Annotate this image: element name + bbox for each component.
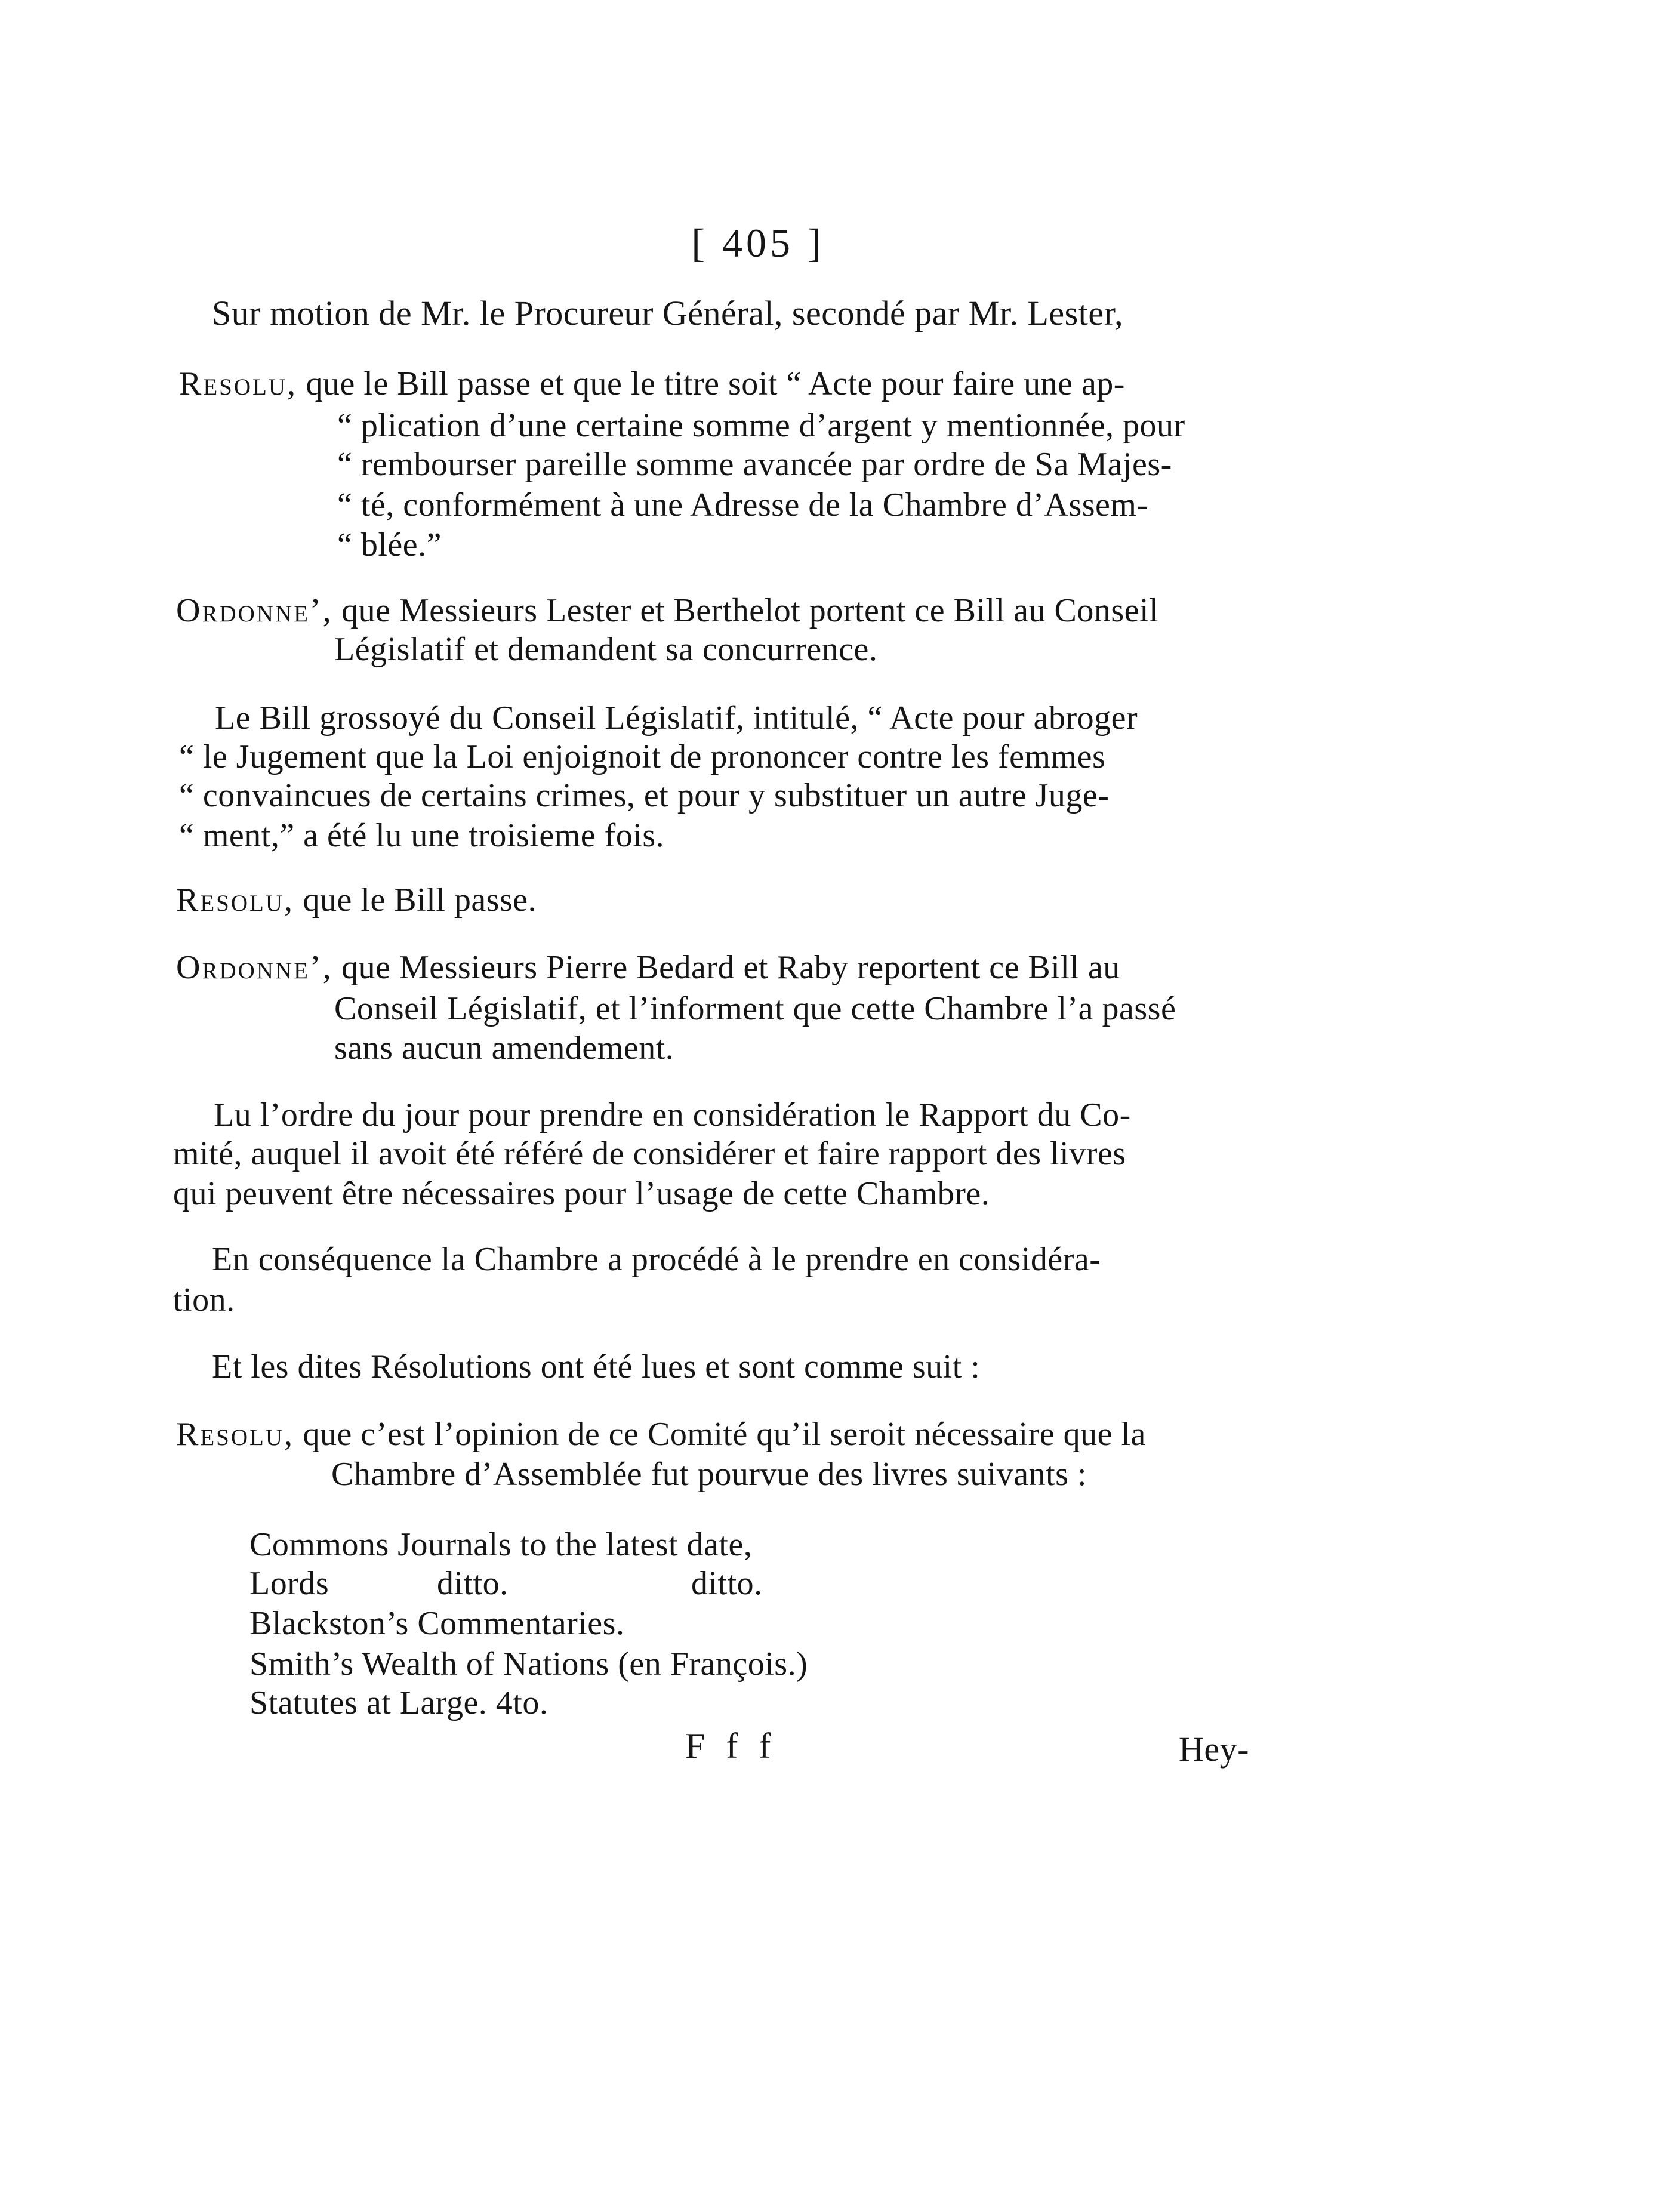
quoted-line: “ plication d’une certaine somme d’argent y mentionnée, pour [337,407,1185,444]
text-line-8 [334,633,877,666]
text-line-3 [337,409,1185,442]
indented-line: Conseil Législatif, et l’informent que cette Chambre l’a passé [334,990,1176,1027]
motion-text: Sur motion de Mr. le Procureur Général, secondé par Mr. Lester, [212,294,1124,332]
text-line-6 [337,528,442,562]
paragraph-line: tion. [173,1281,235,1318]
book-title: Statutes at Large. 4to. [249,1684,548,1721]
book-list-item-ditto [437,1567,509,1600]
text-line-12 [179,819,664,852]
text-line-22 [212,1350,980,1384]
book-list-item-ditto [691,1567,763,1600]
text-line-15 [334,992,1176,1025]
paragraph-line: Lu l’ordre du jour pour prendre en considération le Rapport du Co- [214,1096,1131,1133]
resolu-lead: Resolu, [179,365,298,402]
text-line-5 [337,488,1148,522]
ordonne-text: que Messieurs Lester et Berthelot portent ce Bill au Conseil [341,592,1159,629]
paragraph-line: “ ment,” a été lu une troisieme fois. [179,817,665,854]
indented-line: Législatif et demandent sa concurrence. [334,631,878,668]
page-header: [ 405 ] [691,220,825,266]
text-line-9 [215,701,1138,735]
text-line-4 [337,448,1172,481]
paragraph-line: “ le Jugement que la Loi enjoignoit de prononcer contre les femmes [179,738,1106,775]
text-line-14 [176,951,1120,984]
quoted-line: “ blée.” [337,526,442,563]
resolu-text: que c’est l’opinion de ce Comité qu’il seroit nécessaire que la [303,1416,1146,1453]
quoted-line: “ té, conformément à une Adresse de la Chambre d’Assem- [337,486,1148,523]
book-title: Commons Journals to the latest date, [249,1526,753,1563]
ordonne-lead: Ordonne’, [176,949,333,986]
text-line-17 [214,1098,1131,1132]
ditto-mark: ditto. [691,1565,763,1602]
indented-line: Chambre d’Assemblée fut pourvue des livres suivants : [331,1456,1087,1493]
paragraph-line: qui peuvent être nécessaires pour l’usage de cette Chambre. [173,1175,990,1212]
paragraph-line: mité, auquel il avoit été référé de considérer et faire rapport des livres [173,1135,1126,1172]
text-line-20 [212,1243,1101,1276]
book-title: Lords [249,1565,329,1602]
paragraph-line: Et les dites Résolutions ont été lues et sont comme suit : [212,1348,981,1385]
book-list-item [249,1528,752,1561]
text-line-19 [173,1177,990,1210]
ordonne-text: que Messieurs Pierre Bedard et Raby reportent ce Bill au [341,949,1120,986]
book-list-item [249,1647,808,1681]
text-line-18 [173,1137,1126,1170]
signature-mark [685,1728,776,1764]
signature-mark-text: F f f [685,1726,777,1766]
resolu-text: que le Bill passe et que le titre soit “ Acte pour faire une ap- [306,365,1125,402]
text-line-23 [176,1418,1146,1451]
indented-line: sans aucun amendement. [334,1030,674,1067]
book-title: Smith’s Wealth of Nations (en François.) [249,1646,808,1683]
paragraph-line: En conséquence la Chambre a procédé à le prendre en considéra- [212,1241,1101,1278]
text-line-21 [173,1283,235,1317]
resolu-lead: Resolu, [176,1416,295,1453]
text-line-24 [331,1458,1087,1491]
catchword-text: Hey- [1179,1730,1249,1769]
book-list-item [249,1567,329,1600]
book-list-item [249,1686,548,1720]
quoted-line: “ rembourser pareille somme avancée par ordre de Sa Majes- [337,446,1172,483]
ditto-mark: ditto. [437,1565,509,1602]
text-line-2 [179,367,1125,400]
book-title: Blackston’s Commentaries. [249,1605,625,1642]
book-list-item [249,1607,624,1640]
paragraph-line: “ convaincues de certains crimes, et pour y substituer un autre Juge- [179,777,1110,814]
catchword [1179,1732,1249,1767]
ordonne-lead: Ordonne’, [176,592,333,629]
resolu-lead: Resolu, [176,882,295,919]
text-line-10 [179,740,1105,774]
paragraph-line: Le Bill grossoyé du Conseil Législatif, intitulé, “ Acte pour abroger [215,700,1138,737]
text-line-7 [176,594,1158,627]
text-line-13 [176,883,537,917]
resolu-text: que le Bill passe. [303,882,537,919]
text-line-1 [212,296,1123,331]
text-line-16 [334,1031,674,1065]
text-line-11 [179,779,1109,812]
